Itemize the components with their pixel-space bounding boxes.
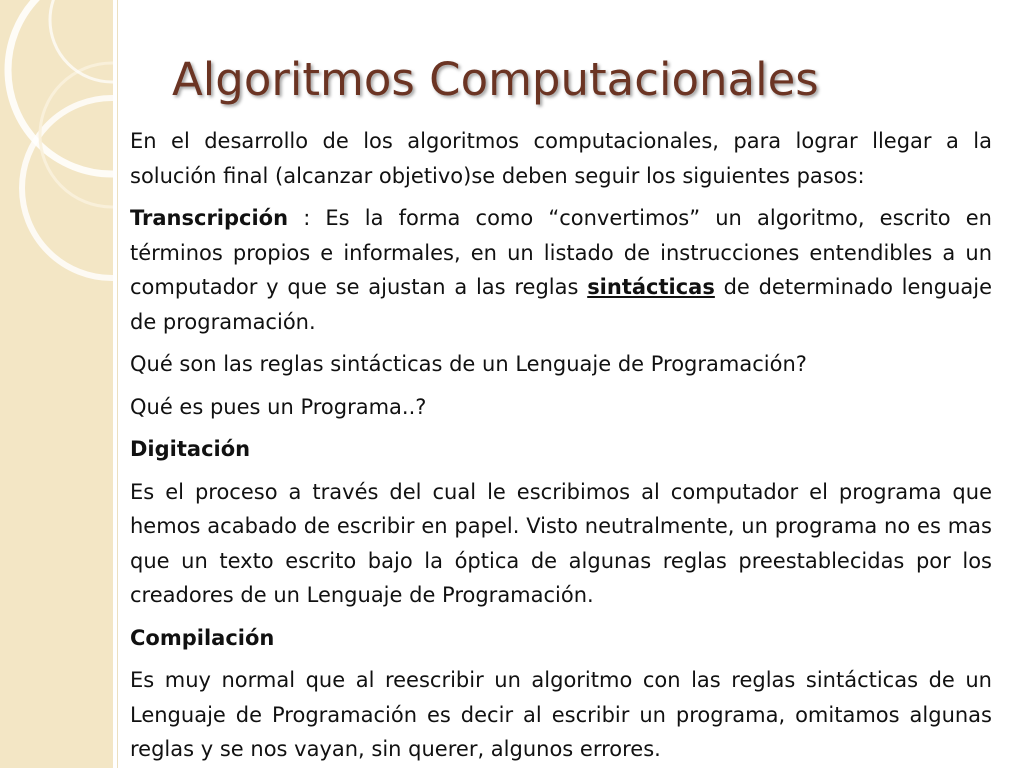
transcripcion-text-before: : Es la forma como “convertimos” un algoritmo, escrito en términos propios e informales, en un listado de instrucciones entendibles a un computador y que se ajustan a las reglas xyxy=(130,206,992,299)
question-syntax-rules: Qué son las reglas sintácticas de un Lenguaje de Programación? xyxy=(130,352,807,376)
decorative-side-band xyxy=(0,0,113,768)
transcripcion-text-after: de determinado lenguaje de programación. xyxy=(130,275,992,334)
ring-medium xyxy=(22,98,113,278)
compilacion-heading-text: Compilación xyxy=(130,625,275,650)
compilacion-paragraph: Es muy normal que al reescribir un algoritmo con las reglas sintácticas de un Lenguaje de Programación es decir al escribir un programa, omitamos algunas reglas y se nos vayan, sin querer, algunos errores. xyxy=(130,668,992,761)
ring-large xyxy=(8,0,113,174)
transcripcion-term: Transcripción xyxy=(130,206,289,230)
slide-body xyxy=(130,124,992,768)
side-band-edge-line xyxy=(117,0,118,768)
question-program: Qué es pues un Programa..? xyxy=(130,394,427,419)
intro-paragraph: En el desarrollo de los algoritmos computacionales, para lograr llegar a la solución final (alcanzar objetivo)se deben seguir los siguientes pasos: xyxy=(130,129,992,188)
slide-title: Algoritmos Computacionales xyxy=(172,53,819,106)
sintacticas-underlined: sintácticas xyxy=(587,275,715,299)
digitacion-paragraph: Es el proceso a través del cual le escribimos al computador el programa que hemos acabado de escribir en papel. Visto neutralmente, un programa no es mas que un texto escrito bajo la óptica de algunas reglas preestablecidas por los creadores de un Lenguaje de Programación. xyxy=(130,479,992,607)
transcripcion-paragraph xyxy=(130,201,992,339)
decorative-rings xyxy=(0,0,113,768)
digitacion-heading-text: Digitación xyxy=(130,437,251,461)
digitacion-heading xyxy=(130,432,992,467)
ring-small xyxy=(40,63,113,207)
compilacion-heading xyxy=(130,621,992,656)
